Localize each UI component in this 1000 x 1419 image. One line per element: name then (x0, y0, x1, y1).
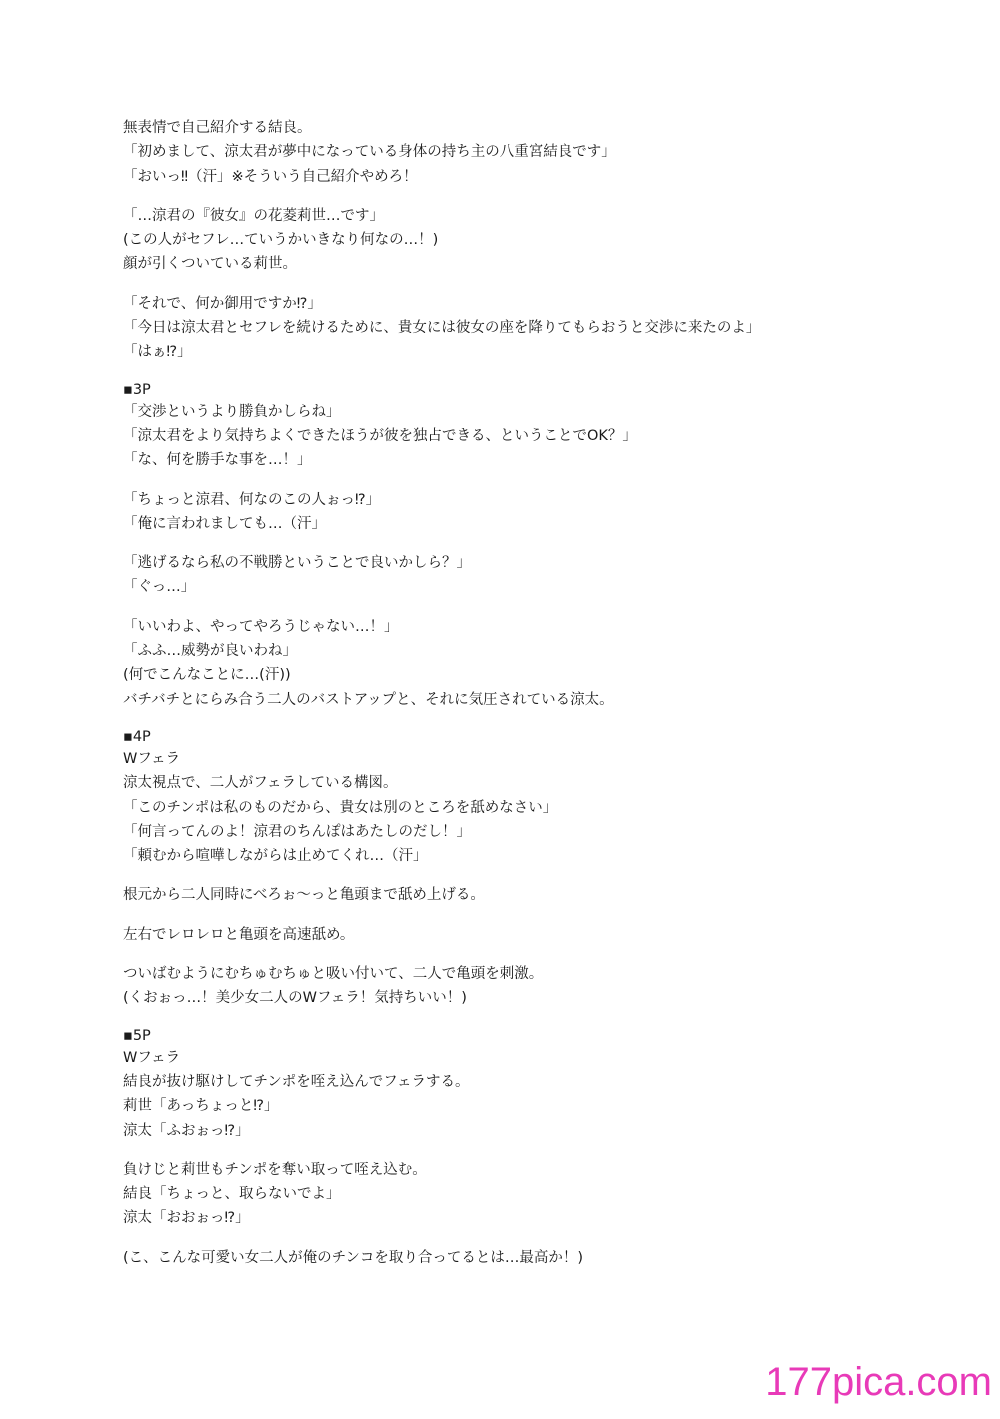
script-line: 「頼むから喧嘩しながらは止めてくれ…（汗」 (123, 848, 428, 865)
script-line: 「初めまして、涼太君が夢中になっている身体の持ち主の八重宮結良です」 (123, 144, 616, 161)
script-line: 涼太「ふおぉっ⁉」 (123, 1122, 250, 1139)
script-line: 「何言ってんのよ！涼君のちんぽはあたしのだし！」 (123, 823, 471, 840)
script-line: (この人がセフレ…ていうかいきなり何なの…！) (123, 232, 439, 249)
script-line: 「…涼君の『彼女』の花菱莉世…です」 (123, 207, 384, 224)
script-line: 負けじと莉世もチンポを奪い取って咥え込む。 (123, 1161, 427, 1178)
script-line: (こ、こんな可愛い女二人が俺のチンコを取り合ってるとは…最高か！) (123, 1249, 584, 1266)
paragraph-gap (123, 712, 823, 727)
site-watermark: 177pica.com (765, 1360, 992, 1404)
script-line: 「交渉というより勝負かしらね」 (123, 403, 341, 420)
script-text-body (123, 116, 823, 1270)
script-line: 「はぁ⁉」 (123, 344, 192, 361)
script-line: 顔が引くついている莉世。 (123, 256, 297, 273)
script-line: 「ぐっ…」 (123, 579, 196, 596)
script-line: 結良が抜け駆けしてチンポを咥え込んでフェラする。 (123, 1073, 470, 1090)
script-line: (何でこんなことに…(汗)) (123, 667, 291, 684)
script-line: 「いいわよ、やってやろうじゃない…！」 (123, 618, 399, 635)
script-line: 根元から二人同時にべろぉ～っと亀頭まで舐め上げる。 (123, 887, 485, 904)
script-line: (くおぉっ…！美少女二人のWフェラ！気持ちいい！) (123, 990, 467, 1007)
script-line: 無表情で自己紹介する結良。 (123, 120, 312, 136)
script-line: Wフェラ (123, 750, 181, 767)
script-line: 「逃げるなら私の不戦勝ということで良いかしら？」 (123, 555, 471, 572)
script-line: 「今日は涼太君とセフレを続けるために、貴女には彼女の座を降りてもらおうと交渉に来たのよ」 (123, 320, 761, 337)
script-line: 「な、何を勝手な事を…！」 (123, 452, 312, 469)
paragraph-gap (123, 908, 823, 923)
paragraph-gap (123, 365, 823, 380)
script-line: 左右でレロレロと亀頭を高速舐め。 (123, 926, 355, 943)
script-line: 莉世「あっちょっと⁉」 (123, 1098, 279, 1115)
script-line: ついばむようにむちゅむちゅと吸い付いて、二人で亀頭を刺激。 (123, 966, 544, 983)
paragraph-gap (123, 1231, 823, 1246)
script-line: 「涼太君をより気持ちよくできたほうが彼を独占できる、ということでOK？」 (123, 427, 637, 444)
paragraph-gap (123, 189, 823, 204)
page-section-heading: ▪5P (123, 1027, 151, 1044)
paragraph-gap (123, 536, 823, 551)
script-line: Wフェラ (123, 1049, 181, 1066)
paragraph-gap (123, 1143, 823, 1158)
page-section-heading: ▪4P (123, 728, 151, 745)
script-line: 「ふふ…威勢が良いわね」 (123, 643, 297, 660)
script-line: 結良「ちょっと、取らないでよ」 (123, 1186, 341, 1203)
paragraph-gap (123, 473, 823, 488)
paragraph-gap (123, 277, 823, 292)
script-line: 「俺に言われましても…（汗」 (123, 515, 326, 532)
page-section-heading: ▪3P (123, 381, 151, 398)
script-line: 涼太「おおぉっ⁉」 (123, 1210, 250, 1227)
script-line: 「ちょっと涼君、何なのこの人ぉっ⁉」 (123, 491, 381, 508)
paragraph-gap (123, 600, 823, 615)
script-line: 涼太視点で、二人がフェラしている構図。 (123, 775, 398, 792)
paragraph-gap (123, 947, 823, 962)
paragraph-gap (123, 868, 823, 883)
script-line: 「それで、何か御用ですか⁉」 (123, 295, 322, 312)
paragraph-gap (123, 1011, 823, 1026)
script-line: バチバチとにらみ合う二人のバストアップと、それに気圧されている涼太。 (123, 691, 614, 708)
script-line: 「おいっ‼（汗」※そういう自己紹介やめろ！ (123, 168, 418, 185)
script-line: 「このチンポは私のものだから、貴女は別のところを舐めなさい」 (123, 799, 558, 816)
